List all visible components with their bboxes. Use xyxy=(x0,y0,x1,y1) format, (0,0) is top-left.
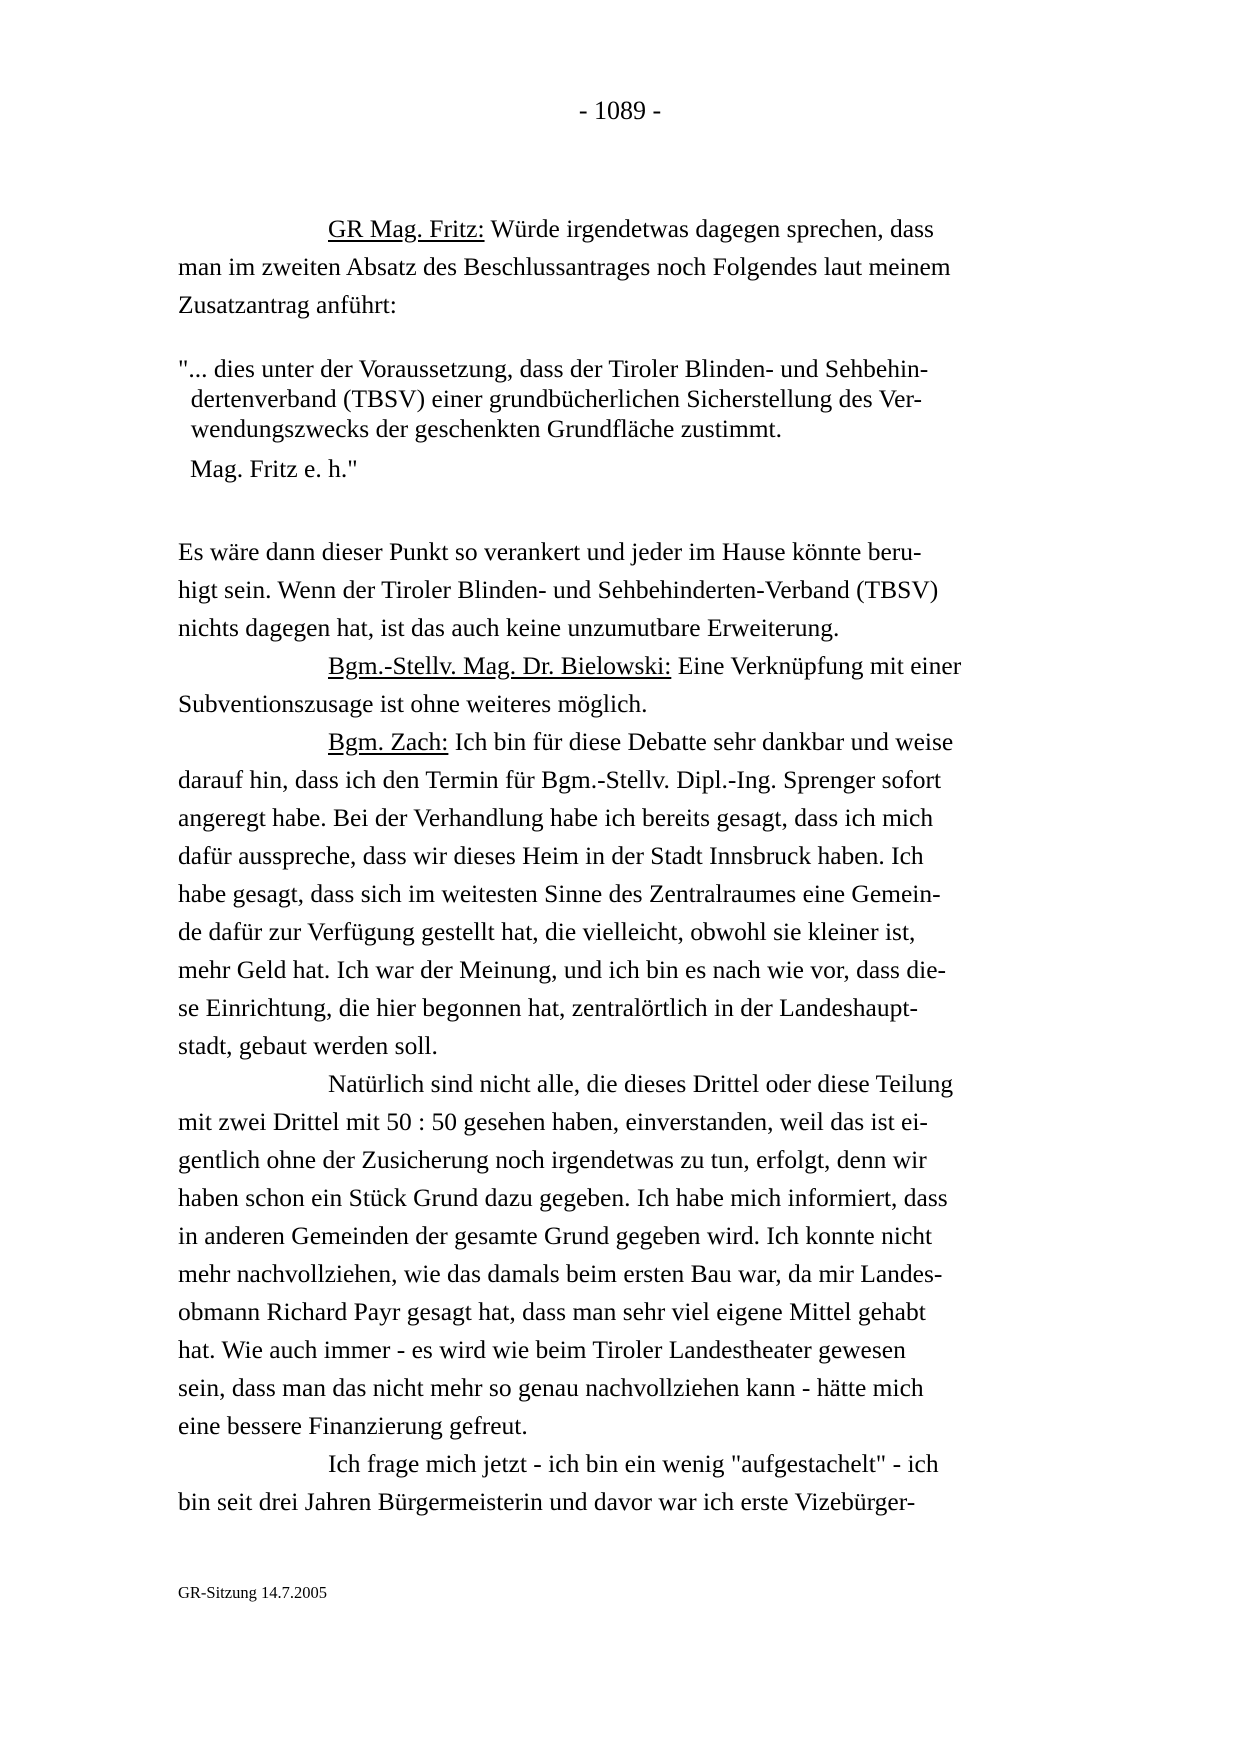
text-line: obmann Richard Payr gesagt hat, dass man sehr viel eigene Mittel gehabt xyxy=(178,1297,926,1326)
text-line: higt sein. Wenn der Tiroler Blinden- und Sehbehinderten-Verband (TBSV) xyxy=(178,575,939,604)
quoted-motion xyxy=(178,354,1078,484)
text-line: Würde irgendetwas dagegen sprechen, dass xyxy=(484,214,934,243)
text-line: hat. Wie auch immer - es wird wie beim Tiroler Landestheater gewesen xyxy=(178,1335,906,1364)
speaker-zach: Bgm. Zach: xyxy=(328,727,449,756)
page-number: - 1089 - xyxy=(578,96,662,125)
quote-line: wendungszwecks der geschenkten Grundfläche zustimmt. xyxy=(178,414,783,443)
text-line: nichts dagegen hat, ist das auch keine unzumutbare Erweiterung. xyxy=(178,613,840,642)
text-line: darauf hin, dass ich den Termin für Bgm.-Stellv. Dipl.-Ing. Sprenger sofort xyxy=(178,765,942,794)
text-line: mehr Geld hat. Ich war der Meinung, und ich bin es nach wie vor, dass die- xyxy=(178,955,947,984)
text-line: habe gesagt, dass sich im weitesten Sinne des Zentralraumes eine Gemein- xyxy=(178,879,941,908)
speaker-bielowski: Bgm.-Stellv. Mag. Dr. Bielowski: xyxy=(328,651,672,680)
quote-line: "... dies unter der Voraussetzung, dass der Tiroler Blinden- und Sehbehin- xyxy=(178,354,929,383)
text-line: sein, dass man das nicht mehr so genau nachvollziehen kann - hätte mich xyxy=(178,1373,924,1402)
text-line: haben schon ein Stück Grund dazu gegeben. Ich habe mich informiert, dass xyxy=(178,1183,948,1212)
text-line: Ich bin für diese Debatte sehr dankbar und weise xyxy=(448,727,954,756)
text-line: de dafür zur Verfügung gestellt hat, die vielleicht, obwohl sie kleiner ist, xyxy=(178,917,916,946)
main-text xyxy=(178,533,1078,1521)
text-line: gentlich ohne der Zusicherung noch irgendetwas zu tun, erfolgt, denn wir xyxy=(178,1145,927,1174)
quote-signature: Mag. Fritz e. h." xyxy=(190,454,358,483)
text-line: stadt, gebaut werden soll. xyxy=(178,1031,438,1060)
quote-line: dertenverband (TBSV) einer grundbücherlichen Sicherstellung des Ver- xyxy=(178,384,922,413)
speaker-fritz: GR Mag. Fritz: xyxy=(328,214,485,243)
text-line: Eine Verknüpfung mit einer xyxy=(671,651,962,680)
text-line: angeregt habe. Bei der Verhandlung habe ich bereits gesagt, dass ich mich xyxy=(178,803,934,832)
footer-session-date: GR-Sitzung 14.7.2005 xyxy=(178,1583,327,1602)
text-line: bin seit drei Jahren Bürgermeisterin und davor war ich erste Vizebürger- xyxy=(178,1487,916,1516)
text-line: mehr nachvollziehen, wie das damals beim ersten Bau war, da mir Landes- xyxy=(178,1259,943,1288)
text-line: man im zweiten Absatz des Beschlussantrages noch Folgendes laut meinem xyxy=(178,252,951,281)
speech-fritz xyxy=(178,210,1078,324)
text-line: Zusatzantrag anführt: xyxy=(178,290,397,319)
text-line: eine bessere Finanzierung gefreut. xyxy=(178,1411,528,1440)
text-line: Natürlich sind nicht alle, die dieses Drittel oder diese Teilung xyxy=(328,1069,954,1098)
text-line: in anderen Gemeinden der gesamte Grund gegeben wird. Ich konnte nicht xyxy=(178,1221,933,1250)
text-line: mit zwei Drittel mit 50 : 50 gesehen haben, einverstanden, weil das ist ei- xyxy=(178,1107,928,1136)
text-line: dafür ausspreche, dass wir dieses Heim in der Stadt Innsbruck haben. Ich xyxy=(178,841,924,870)
text-line: Ich frage mich jetzt - ich bin ein wenig "aufgestachelt" - ich xyxy=(328,1449,939,1478)
text-line: Es wäre dann dieser Punkt so verankert und jeder im Hause könnte beru- xyxy=(178,537,922,566)
text-line: se Einrichtung, die hier begonnen hat, zentralörtlich in der Landeshaupt- xyxy=(178,993,918,1022)
text-line: Subventionszusage ist ohne weiteres möglich. xyxy=(178,689,648,718)
